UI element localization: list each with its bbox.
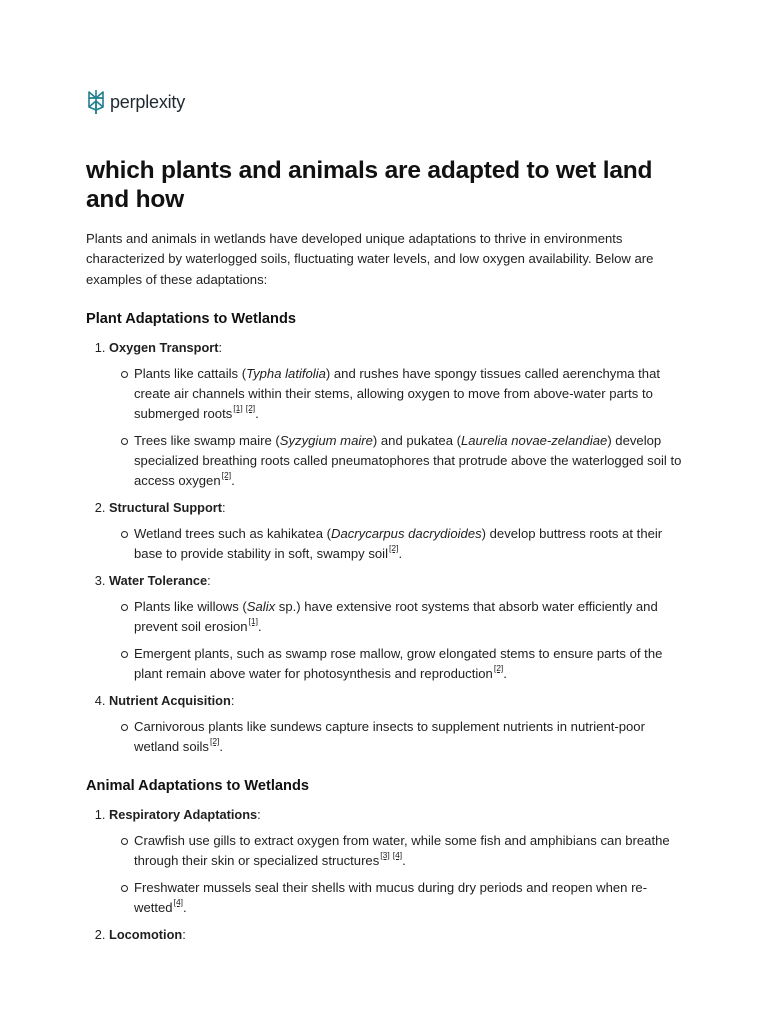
bullet-text: Trees like swamp maire ( (134, 432, 280, 448)
bullet-item (134, 878, 686, 918)
item-heading: Nutrient Acquisition (109, 692, 231, 708)
bullet-text: ) develop buttress roots at their base to provide stability in soft, swampy soil (134, 525, 663, 561)
bullet-text: sp.) have extensive root systems that absorb water efficiently and prevent soil erosion (134, 598, 658, 634)
bullet-text: Plants like willows ( (134, 598, 247, 614)
bullet-text: Freshwater mussels seal their shells with mucus during dry periods and reopen when re-wetted (134, 879, 648, 915)
citation-link[interactable]: [4] (173, 896, 184, 907)
intro-paragraph: Plants and animals in wetlands have developed unique adaptations to thrive in environments characterized by waterlogged soils, fluctuating water levels, and low oxygen availability. Below are examples of these adaptations: (86, 231, 654, 287)
bullet-text: . (503, 665, 507, 681)
scientific-name: Syzygium maire (279, 432, 373, 448)
animals-heading: Animal Adaptations to Wetlands (86, 777, 309, 794)
bullet-text: Plants like cattails ( (134, 365, 247, 381)
citation-link[interactable]: [2] (221, 469, 232, 480)
item-heading: Locomotion (109, 926, 183, 942)
numbered-item: 4. Nutrient Acquisition: Carnivorous plants like sundews capture insects to supplement nutrients in nutrient-poor wetland soils[2]. (109, 691, 686, 757)
perplexity-logo-icon (86, 88, 106, 116)
bullet-list (86, 597, 686, 684)
animals-list (86, 805, 686, 945)
bullet-text: Wetland trees such as kahikatea ( (134, 525, 331, 541)
citation-link[interactable]: [1] (248, 615, 258, 626)
scientific-name: Dacrycarpus dacrydioides (331, 525, 482, 541)
citation-link[interactable]: [2] (389, 542, 399, 553)
bullet-text: . (398, 545, 403, 561)
item-heading: Water Tolerance (109, 572, 208, 588)
item-heading: Structural Support (109, 499, 223, 515)
bullet-text: . (402, 852, 406, 868)
bullet-text: . (231, 472, 235, 488)
bullet-item (134, 644, 686, 684)
item-heading: Respiratory Adaptations (109, 806, 258, 822)
bullet-text: ) and pukatea ( (372, 432, 461, 448)
bullet-text: ) develop specialized breathing roots called pneumatophores that protrude above the waterlogged soil to access oxygen (134, 432, 682, 488)
citation-link[interactable]: [2] (245, 402, 256, 413)
bullet-text: Carnivorous plants like sundews capture insects to supplement nutrients in nutrient-poor wetland soils (134, 718, 645, 754)
bullet-item (134, 717, 686, 757)
citation-link[interactable]: [1] (233, 402, 243, 413)
numbered-item: 1. Respiratory Adaptations: Crawfish use gills to extract oxygen from water, while some fish and amphibians can breathe through their skin or specialized structures[3] [4]. Freshwater mussels seal their shells with mucus during dry periods and reopen when re-wetted[4]. (109, 805, 686, 918)
numbered-item: 2. Structural Support: Wetland trees such as kahikatea (Dacrycarpus dacrydioides) develop buttress roots at their base to provide stability in soft, swampy soil[2]. (109, 498, 686, 564)
scientific-name: Salix (246, 598, 276, 614)
bullet-list (86, 717, 686, 757)
scientific-name: Laurelia novae-zelandiae (460, 432, 608, 448)
citation-link[interactable]: [4] (392, 849, 403, 860)
bullet-item (134, 431, 686, 491)
citation-link[interactable]: [2] (209, 735, 220, 746)
bullet-item (134, 364, 686, 424)
citation-link[interactable]: [2] (493, 662, 504, 673)
item-heading: Oxygen Transport (109, 339, 219, 355)
bullet-list (86, 831, 686, 918)
bullet-text: . (183, 899, 187, 915)
bullet-text: . (258, 618, 262, 634)
numbered-item: 2. Locomotion: (109, 925, 686, 945)
bullet-text: . (255, 405, 259, 421)
bullet-item (134, 597, 686, 637)
bullet-item (134, 831, 686, 871)
bullet-item (134, 524, 686, 564)
bullet-text: ) and rushes have spongy tissues called aerenchyma that create air channels within their stems, allowing oxygen to move from above-water parts to submerged roots (134, 365, 660, 421)
perplexity-logo[interactable] (86, 88, 185, 116)
bullet-list (86, 364, 686, 491)
plants-list (86, 338, 686, 757)
numbered-item: 3. Water Tolerance: Plants like willows (Salix sp.) have extensive root systems that absorb water efficiently and prevent soil erosion[1]. Emergent plants, such as swamp rose mallow, grow elongated stems to ensure parts of the plant remain above water for photosynthesis and reproduction[2]. (109, 571, 686, 684)
scientific-name: Typha latifolia (246, 365, 326, 381)
bullet-list (86, 524, 686, 564)
bullet-text: Crawfish use gills to extract oxygen from water, while some fish and amphibians can breathe through their skin or specialized structures (134, 832, 670, 868)
plants-heading: Plant Adaptations to Wetlands (86, 310, 296, 327)
numbered-item: 1. Oxygen Transport: Plants like cattails (Typha latifolia) and rushes have spongy tissues called aerenchyma that create air channels within their stems, allowing oxygen to move from above-water parts to submerged roots[1] [2]. Trees like swamp maire (Syzygium maire) and pukatea (Laurelia novae-zelandiae) develop specialized breathing roots called pneumatophores that protrude above the waterlogged soil to access oxygen[2]. (109, 338, 686, 491)
citation-link[interactable]: [3] (380, 849, 390, 860)
brand-name: perplexity (110, 91, 186, 112)
bullet-text: Emergent plants, such as swamp rose mallow, grow elongated stems to ensure parts of the plant remain above water for photosynthesis and reproduction (134, 645, 663, 681)
page-title: which plants and animals are adapted to wet land and how (86, 157, 653, 213)
answer-content (86, 156, 686, 950)
bullet-text: . (219, 738, 224, 754)
